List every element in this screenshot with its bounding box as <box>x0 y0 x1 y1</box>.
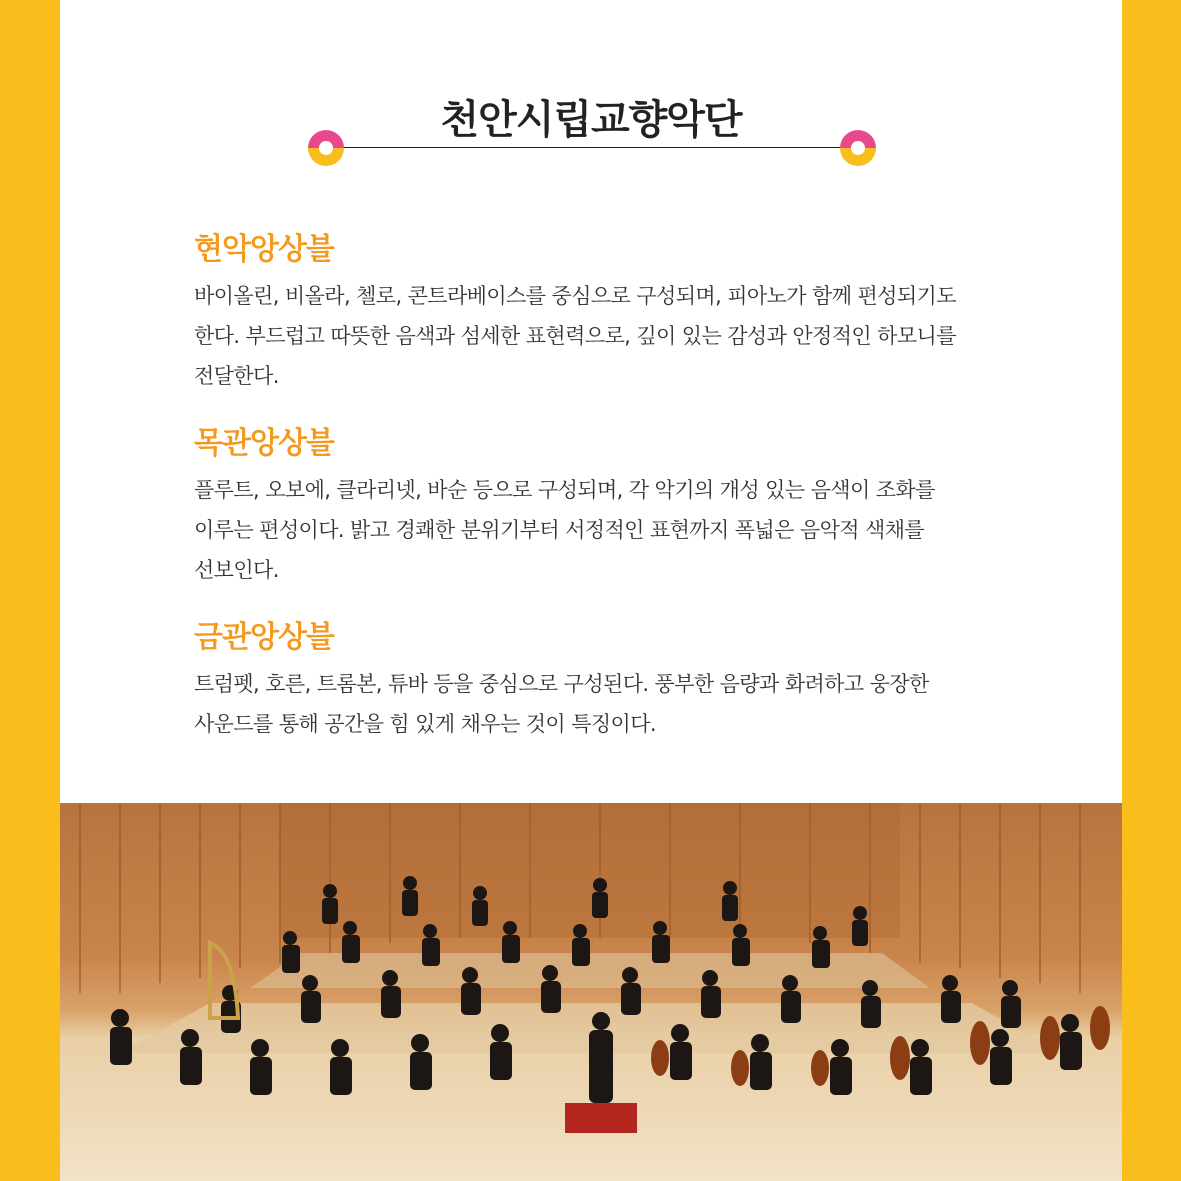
left-circle-icon <box>308 130 344 166</box>
page-title: 천안시립교향악단 <box>440 97 742 143</box>
title-divider <box>308 130 876 166</box>
section-body: 바이올린, 비올라, 첼로, 콘트라베이스를 중심으로 구성되며, 피아노가 함께 편성되기도 한다. 부드럽고 따뜻한 음색과 섬세한 표현력으로, 깊이 있는 감성과 안정적인 하모니를 전달한다. <box>194 284 956 388</box>
section-brass-ensemble <box>194 618 994 744</box>
divider-line <box>326 147 858 148</box>
section-woodwind-ensemble <box>194 424 994 590</box>
orchestra-photo <box>60 803 1122 1181</box>
content-card <box>60 0 1122 1181</box>
conductor <box>589 1030 613 1103</box>
section-body: 플루트, 오보에, 클라리넷, 바순 등으로 구성되며, 각 악기의 개성 있는 음색이 조화를 이루는 편성이다. 밝고 경쾌한 분위기부터 서정적인 표현까지 폭넓은 음악적 색채를 선보인다. <box>194 478 935 582</box>
orchestra-illustration <box>60 803 1122 1181</box>
section-heading: 현악앙상블 <box>194 232 334 267</box>
section-heading: 목관앙상블 <box>194 426 334 461</box>
right-circle-icon <box>840 130 876 166</box>
section-string-ensemble <box>194 230 994 396</box>
conductor-podium <box>565 1103 637 1133</box>
section-body: 트럼펫, 호른, 트롬본, 튜바 등을 중심으로 구성된다. 풍부한 음량과 화려하고 웅장한 사운드를 통해 공간을 힘 있게 채우는 것이 특징이다. <box>194 672 929 736</box>
section-heading: 금관앙상블 <box>194 620 334 655</box>
